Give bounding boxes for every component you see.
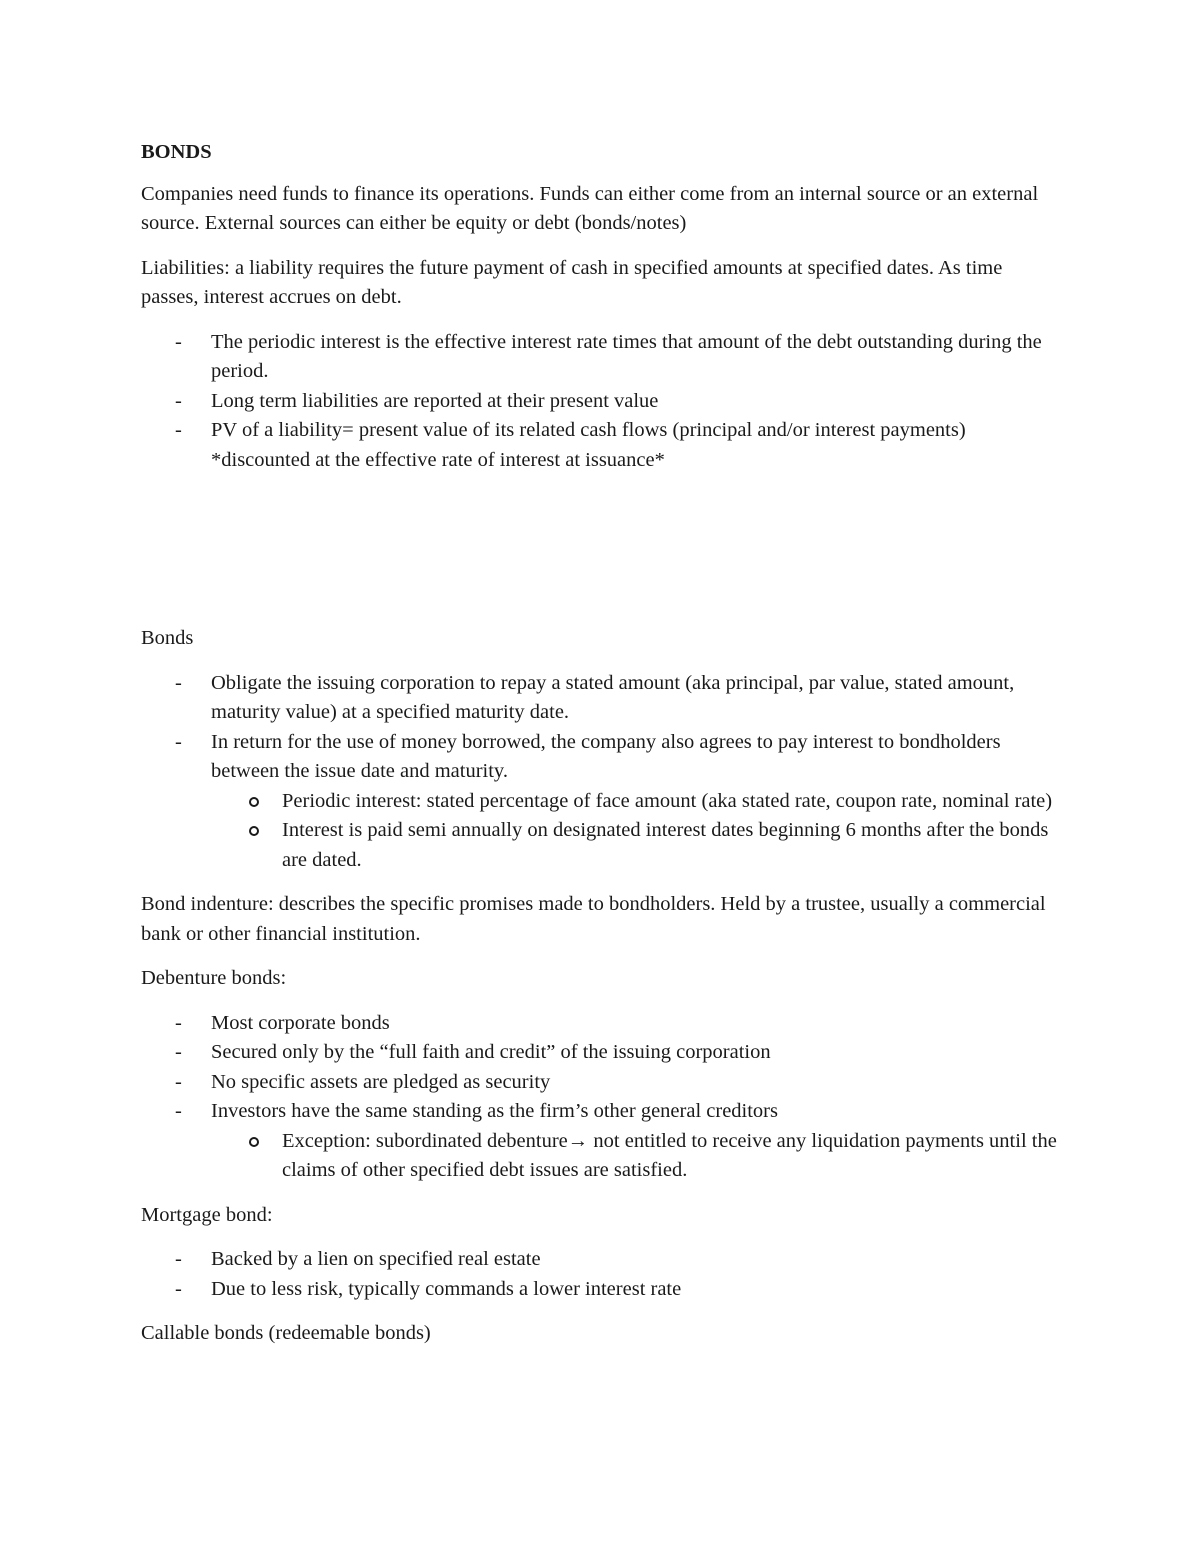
list-item-text: Secured only by the “full faith and credit” of the issuing corporation [211, 1041, 771, 1063]
mortgage-heading: Mortgage bond: [141, 1203, 273, 1226]
list-item-text: Investors have the same standing as the firm’s other general creditors [211, 1100, 778, 1122]
sub-list-item-text: Periodic interest: stated percentage of face amount (aka stated rate, coupon rate, nominal rate) [282, 789, 1053, 812]
list-item [141, 1009, 1061, 1039]
blank-space [141, 490, 1061, 624]
list-item-text: In return for the use of money borrowed, the company also agrees to pay interest to bondholders between the issue date and maturity. [211, 730, 1001, 782]
dash-bullet: - [175, 1070, 182, 1093]
list-item-text: No specific assets are pledged as security [211, 1070, 551, 1093]
list-item-text: The periodic interest is the effective interest rate times that amount of the debt outstanding during the period. [211, 330, 1042, 382]
mortgage-list [141, 1245, 1061, 1304]
dash-bullet: - [175, 1041, 182, 1063]
bonds-list [141, 669, 1061, 876]
list-item [141, 1097, 1061, 1186]
list-item [141, 1038, 1061, 1068]
dash-bullet: - [175, 1248, 182, 1270]
list-item-text: Long term liabilities are reported at their present value [211, 389, 659, 412]
debenture-sub-list [211, 1127, 1061, 1186]
list-item [141, 728, 1061, 876]
liabilities-paragraph: Liabilities: a liability requires the future payment of cash in specified amounts at specified dates. As time passes, interest accrues on debt. [141, 256, 1003, 308]
sub-list-item-text: Exception: subordinated debenture→ not entitled to receive any liquidation payments until the claims of other specified debt issues are satisfied. [282, 1129, 1057, 1181]
document-page [141, 138, 1061, 1364]
dash-bullet: - [175, 1277, 182, 1300]
list-item-text: Backed by a lien on specified real estate [211, 1248, 541, 1270]
list-item [141, 1068, 1061, 1098]
sub-list-item [211, 787, 1061, 817]
list-item [141, 387, 1061, 417]
list-item [141, 1275, 1061, 1305]
dash-bullet: - [175, 330, 182, 353]
liabilities-list [141, 328, 1061, 476]
circle-bullet-icon [249, 1137, 259, 1147]
sub-list-item-text: Interest is paid semi annually on designated interest dates beginning 6 months after the bonds are dated. [282, 819, 1049, 871]
dash-bullet: - [175, 1100, 182, 1122]
intro-paragraph: Companies need funds to finance its operations. Funds can either come from an internal source or an external source. External sources can either be equity or debt (bonds/notes) [141, 182, 1039, 234]
bonds-heading: Bonds [141, 627, 194, 649]
list-item-text: Most corporate bonds [211, 1011, 390, 1034]
dash-bullet: - [175, 671, 182, 694]
list-item-text: Due to less risk, typically commands a lower interest rate [211, 1277, 682, 1300]
list-item-text: Obligate the issuing corporation to repay a stated amount (aka principal, par value, stated amount, maturity value) at a specified maturity date. [211, 671, 1015, 723]
circle-bullet-icon [249, 797, 259, 807]
list-item [141, 1245, 1061, 1275]
debenture-list [141, 1009, 1061, 1186]
dash-bullet: - [175, 419, 182, 441]
debenture-heading: Debenture bonds: [141, 967, 287, 989]
list-item [141, 669, 1061, 728]
bonds-sub-list [211, 787, 1061, 876]
sub-list-item [211, 816, 1061, 875]
dash-bullet: - [175, 730, 182, 753]
list-item-text: PV of a liability= present value of its related cash flows (principal and/or interest payments) *discounted at the effective rate of interest at issuance* [211, 419, 966, 471]
list-item [141, 328, 1061, 387]
sub-list-item [211, 1127, 1061, 1186]
list-item [141, 416, 1061, 475]
document-title: BONDS [141, 141, 212, 163]
circle-bullet-icon [249, 826, 259, 836]
indenture-paragraph: Bond indenture: describes the specific promises made to bondholders. Held by a trustee, usually a commercial bank or other financial institution. [141, 893, 1046, 945]
dash-bullet: - [175, 389, 182, 412]
dash-bullet: - [175, 1011, 182, 1034]
callable-heading: Callable bonds (redeemable bonds) [141, 1322, 431, 1344]
